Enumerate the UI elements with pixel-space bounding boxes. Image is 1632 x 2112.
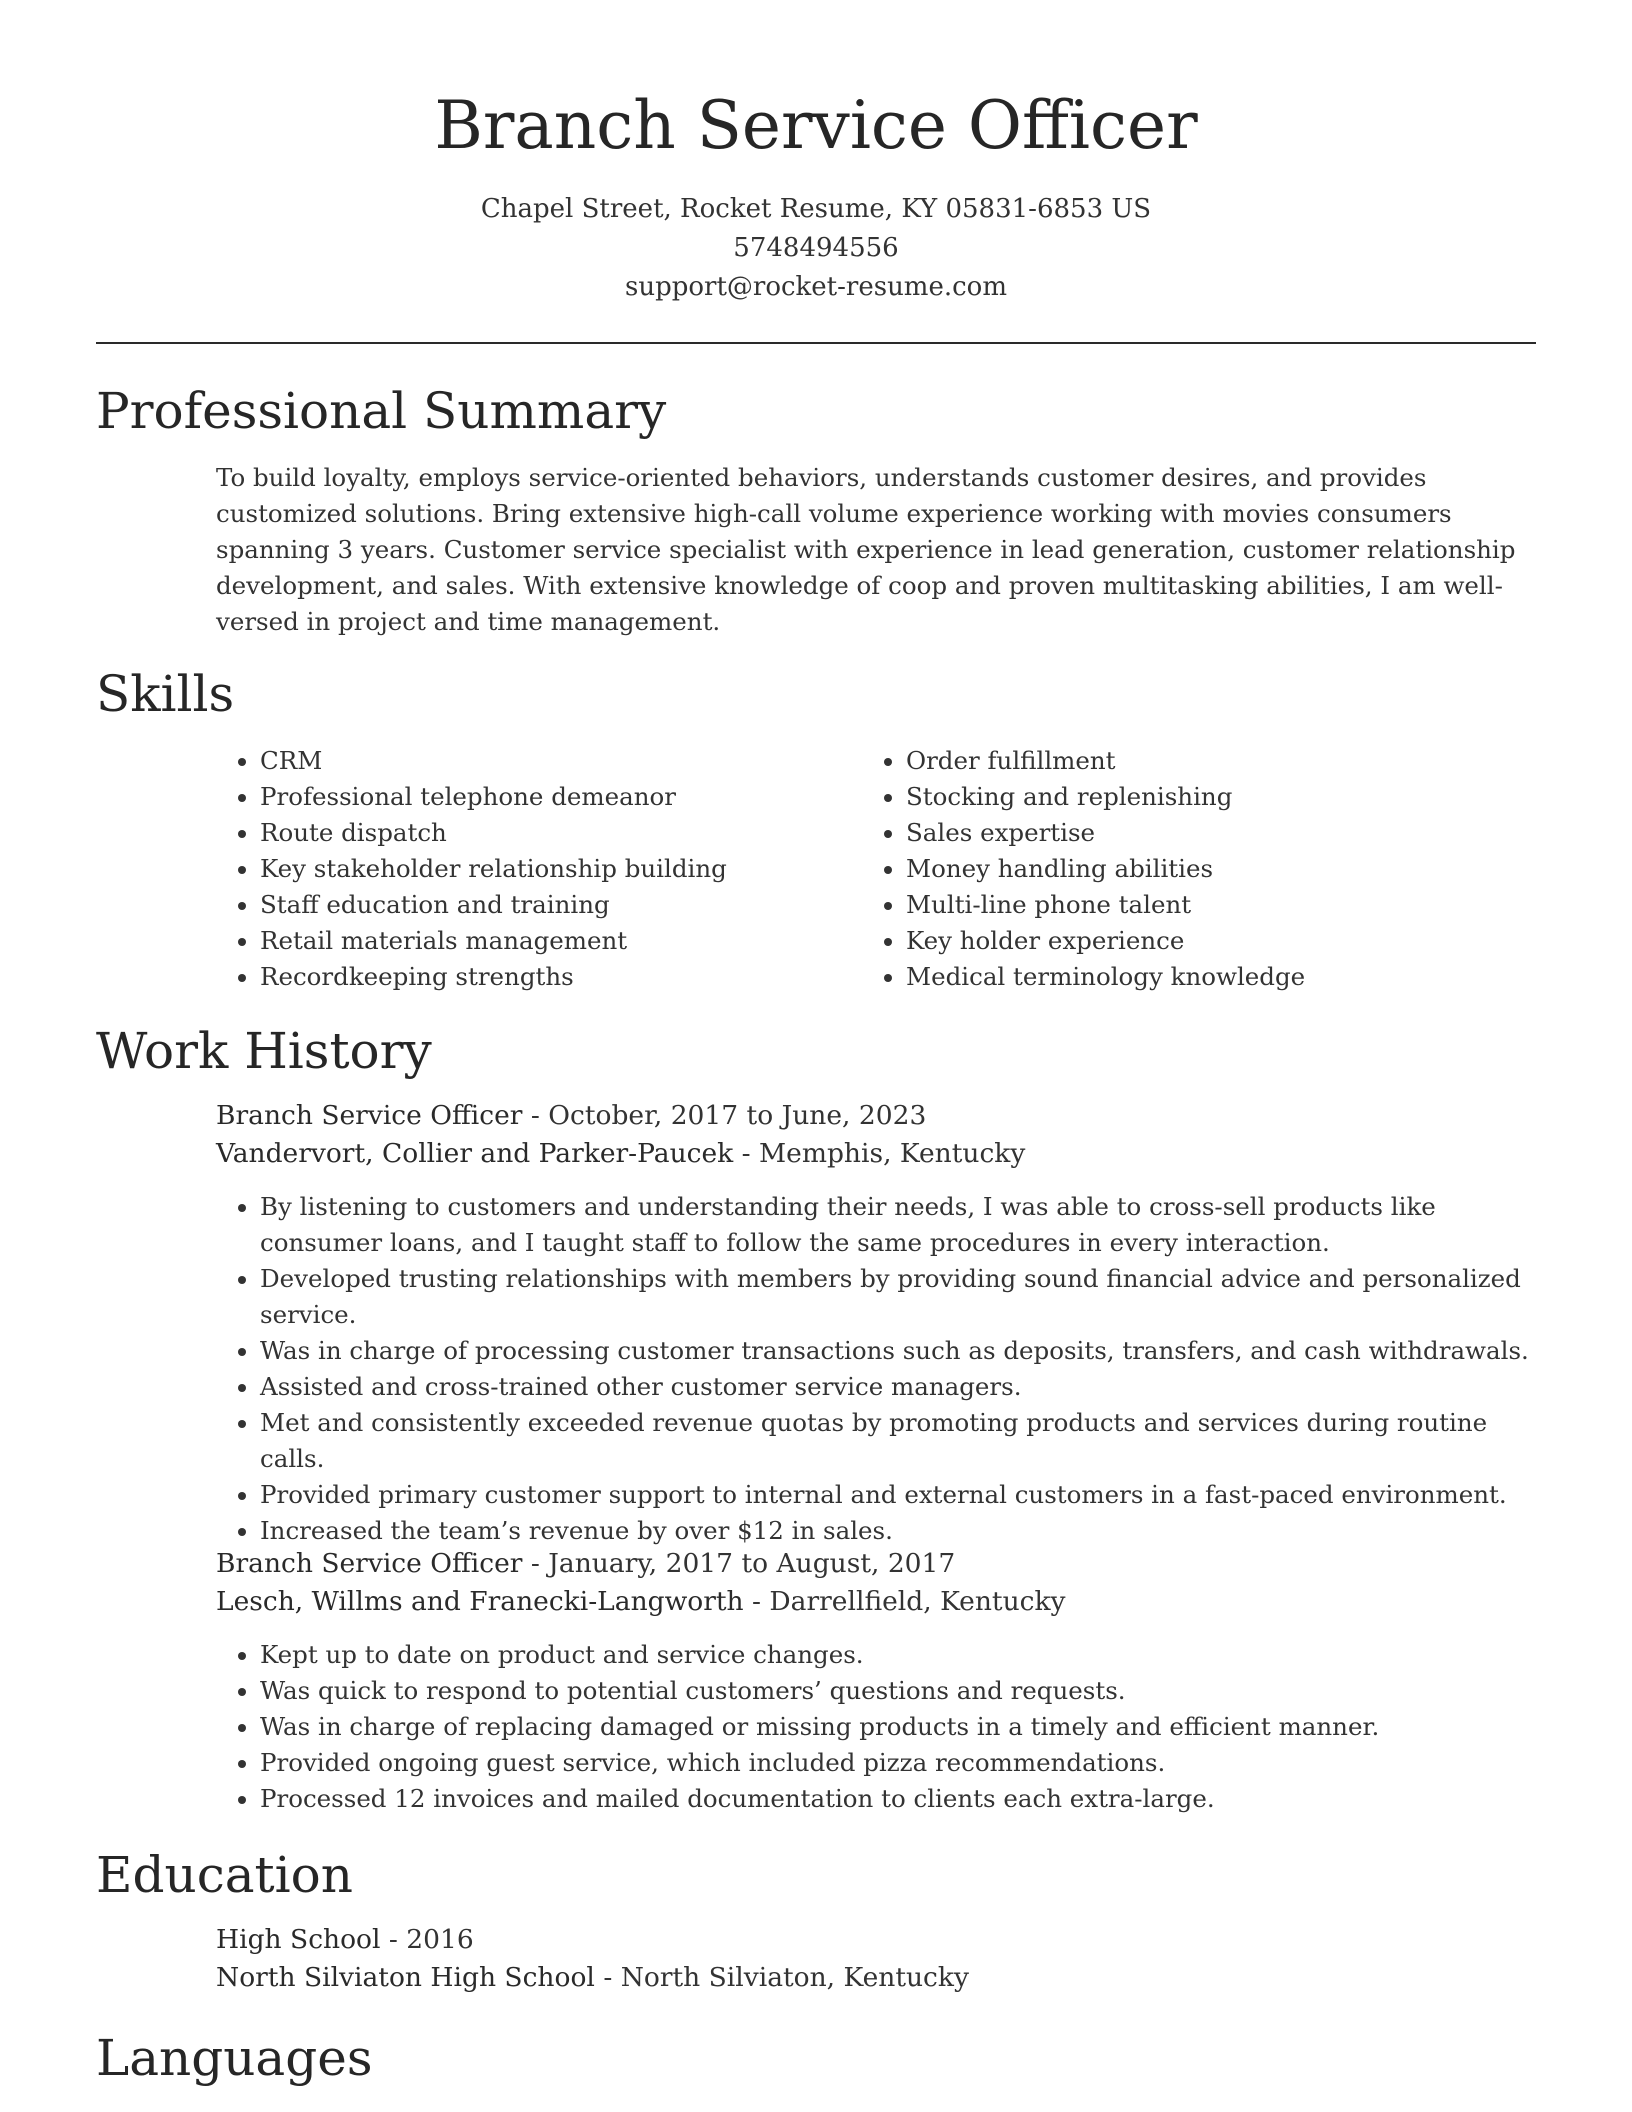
job-dates: - October, 2017 to June, 2023: [522, 1100, 927, 1131]
job-title-line: [216, 1545, 1536, 1583]
skill-item: • Recordkeeping strengths: [260, 959, 836, 995]
job-company-line: [216, 1135, 1536, 1173]
contact-block: [0, 190, 1632, 307]
job-title-line: [216, 1097, 1536, 1135]
education-location: - North Silviaton, Kentucky: [594, 1962, 969, 1993]
skills-heading: Skills: [96, 665, 235, 723]
skill-item: • Route dispatch: [260, 815, 836, 851]
job-bullet: • Was quick to respond to potential customers’ questions and requests.: [260, 1673, 1536, 1709]
skill-item: • Medical terminology knowledge: [906, 959, 1482, 995]
job-bullet: • By listening to customers and understanding their needs, I was able to cross-sell products like consumer loans, and I taught staff to follow the same procedures in every interaction.: [260, 1189, 1536, 1261]
job-company: Lesch, Willms and Franecki-Langworth: [216, 1586, 744, 1617]
skill-item: • Key stakeholder relationship building: [260, 851, 836, 887]
job-bullet: • Processed 12 invoices and mailed documentation to clients each extra-large.: [260, 1781, 1536, 1817]
job-entry: [216, 1097, 1536, 1549]
contact-email: support@rocket-resume.com: [624, 272, 1007, 302]
job-location: - Memphis, Kentucky: [733, 1138, 1026, 1169]
contact-address: Chapel Street, Rocket Resume, KY 05831-6853 US: [480, 194, 1152, 224]
summary-text: To build loyalty, employs service-oriented behaviors, understands customer desires, and provides customized solutions. Bring extensive high-call volume experience working with movies consumers spanning 3 years. Customer service specialist with experience in lead generation, customer relationship development, and sales. With extensive knowledge of coop and proven multitasking abilities, I am well-versed in project and time management.: [216, 463, 1516, 636]
header-divider: [96, 342, 1536, 344]
job-bullets: [216, 1637, 1536, 1817]
work-heading: Work History: [96, 1022, 432, 1080]
skill-item: • Stocking and replenishing: [906, 779, 1482, 815]
education-heading: Education: [96, 1846, 353, 1904]
job-entry: [216, 1545, 1536, 1817]
education-year: - 2016: [380, 1924, 474, 1955]
job-bullet: • Kept up to date on product and service changes.: [260, 1637, 1536, 1673]
contact-phone: 5748494556: [733, 233, 899, 263]
skill-item: • Retail materials management: [260, 923, 836, 959]
education-school: North Silviaton High School: [216, 1962, 595, 1993]
education-entry: [216, 1921, 1536, 1997]
skill-item: • Order fulfillment: [906, 743, 1482, 779]
skills-left-list: [216, 743, 836, 995]
skill-item: • CRM: [260, 743, 836, 779]
skill-item: • Professional telephone demeanor: [260, 779, 836, 815]
job-bullets: [216, 1189, 1536, 1549]
job-bullet: • Met and consistently exceeded revenue quotas by promoting products and services during routine calls.: [260, 1405, 1536, 1477]
skills-right-column: [862, 743, 1482, 995]
job-bullet: • Provided ongoing guest service, which included pizza recommendations.: [260, 1745, 1536, 1781]
job-bullet: • Assisted and cross-trained other customer service managers.: [260, 1369, 1536, 1405]
job-dates: - January, 2017 to August, 2017: [522, 1548, 956, 1579]
education-degree: High School: [216, 1924, 381, 1955]
skill-item: • Sales expertise: [906, 815, 1482, 851]
summary-heading: Professional Summary: [96, 382, 667, 440]
education-degree-line: [216, 1921, 1536, 1959]
job-bullet: • Was in charge of processing customer transactions such as deposits, transfers, and cash withdrawals.: [260, 1333, 1536, 1369]
resume-name: Branch Service Officer: [434, 87, 1198, 164]
job-role: Branch Service Officer: [216, 1100, 523, 1131]
languages-heading: Languages: [96, 2029, 373, 2087]
skill-item: • Multi-line phone talent: [906, 887, 1482, 923]
skill-item: • Money handling abilities: [906, 851, 1482, 887]
skills-right-list: [862, 743, 1482, 995]
job-bullet: • Increased the team’s revenue by over $12 in sales.: [260, 1513, 1536, 1549]
job-bullet: • Provided primary customer support to internal and external customers in a fast-paced environment.: [260, 1477, 1536, 1513]
education-school-line: [216, 1959, 1536, 1997]
job-role: Branch Service Officer: [216, 1548, 523, 1579]
skills-left-column: [216, 743, 836, 995]
skill-item: • Key holder experience: [906, 923, 1482, 959]
job-bullet: • Developed trusting relationships with members by providing sound financial advice and personalized service.: [260, 1261, 1536, 1333]
job-bullet: • Was in charge of replacing damaged or missing products in a timely and efficient manner.: [260, 1709, 1536, 1745]
job-company-line: [216, 1583, 1536, 1621]
job-company: Vandervort, Collier and Parker-Paucek: [216, 1138, 734, 1169]
job-location: - Darrellfield, Kentucky: [743, 1586, 1066, 1617]
skill-item: • Staff education and training: [260, 887, 836, 923]
